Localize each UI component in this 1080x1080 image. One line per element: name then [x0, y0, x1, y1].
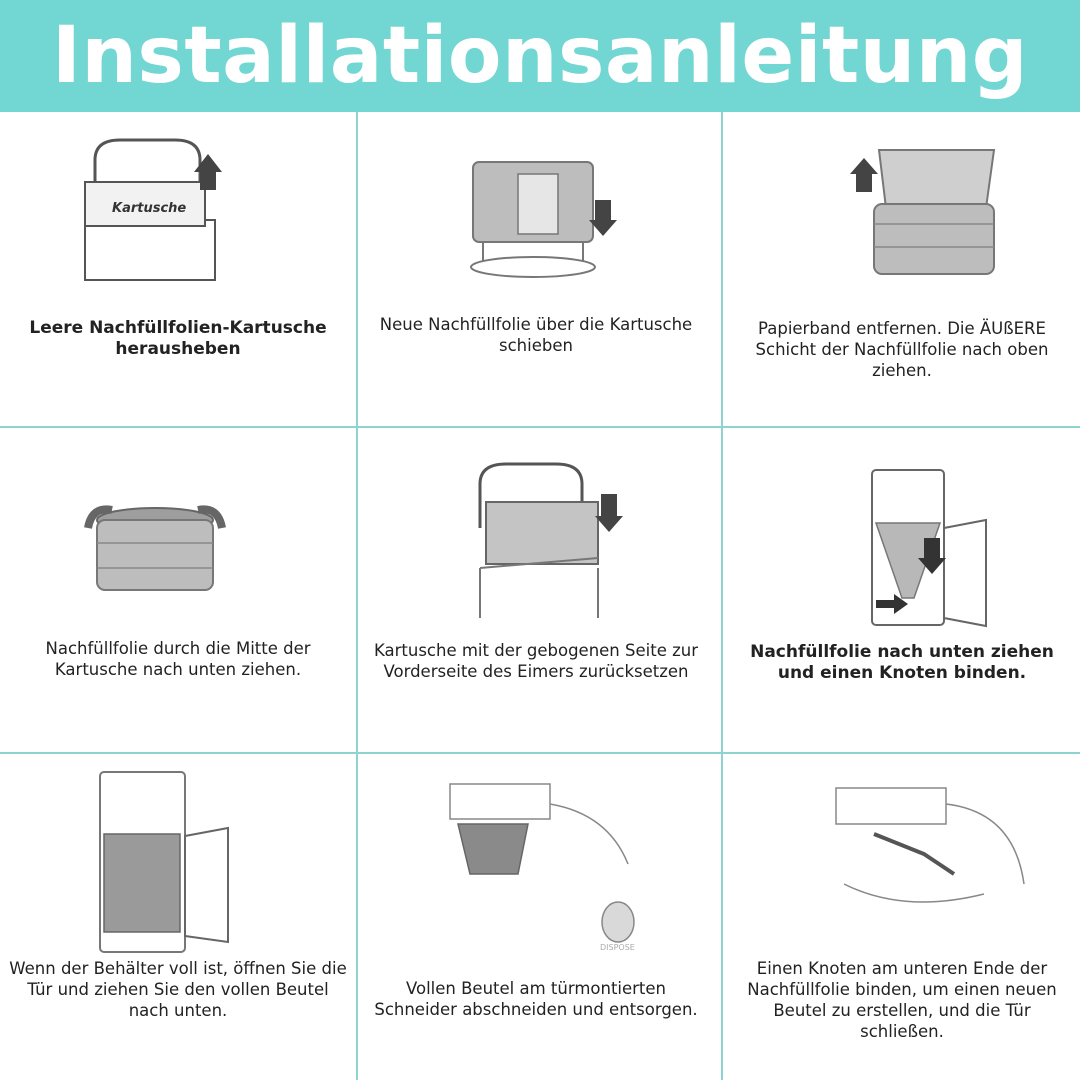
- step-2: [358, 112, 714, 424]
- step-3: [724, 112, 1080, 424]
- refill-slide-icon: [358, 112, 714, 312]
- cartridge-reinsert-icon: [358, 428, 714, 628]
- step-9-caption: Einen Knoten am unteren Ende der Nachfüllfolie binden, um einen neuen Beutel zu erstellen, und die Tür schließen.: [747, 959, 1057, 1041]
- cartridge-lift-icon: [0, 112, 356, 312]
- grid-divider: [721, 112, 723, 1080]
- step-2-caption: Neue Nachfüllfolie über die Kartusche schieben: [379, 315, 693, 355]
- instruction-grid: [0, 112, 1080, 1080]
- step-5-caption: Kartusche mit der gebogenen Seite zur Vorderseite des Eimers zurücksetzen: [373, 641, 698, 681]
- step-7: [0, 754, 356, 1066]
- step-4: [0, 428, 356, 740]
- step-8-caption: Vollen Beutel am türmontierten Schneider abschneiden und entsorgen.: [374, 979, 698, 1019]
- paper-band-icon: [724, 112, 1080, 312]
- step-3-caption: Papierband entfernen. Die ÄUßERE Schicht der Nachfüllfolie nach oben ziehen.: [755, 319, 1049, 380]
- step-9: [724, 754, 1080, 1066]
- cut-bag-icon: [358, 754, 714, 954]
- step-5: [358, 428, 714, 740]
- pull-through-icon: [0, 428, 356, 628]
- page-title: Installationsanleitung: [51, 11, 1029, 101]
- svg-text:DISPOSE: DISPOSE: [600, 943, 635, 952]
- close-door-icon: [724, 754, 1080, 954]
- open-door-icon: [0, 754, 356, 954]
- header-banner: [0, 0, 1080, 112]
- step-8: [358, 754, 714, 1066]
- svg-text:Kartusche: Kartusche: [112, 201, 187, 216]
- step-6-caption: Nachfüllfolie nach unten ziehen und einen Knoten binden.: [750, 642, 1054, 683]
- step-1-caption: Leere Nachfüllfolien-Kartusche herausheben: [29, 318, 327, 359]
- tie-knot-icon: [724, 428, 1080, 628]
- step-4-caption: Nachfüllfolie durch die Mitte der Kartusche nach unten ziehen.: [45, 639, 311, 679]
- step-7-caption: Wenn der Behälter voll ist, öffnen Sie die Tür und ziehen Sie den vollen Beutel nach unten.: [9, 959, 347, 1020]
- step-1: [0, 112, 356, 424]
- step-6: [724, 428, 1080, 740]
